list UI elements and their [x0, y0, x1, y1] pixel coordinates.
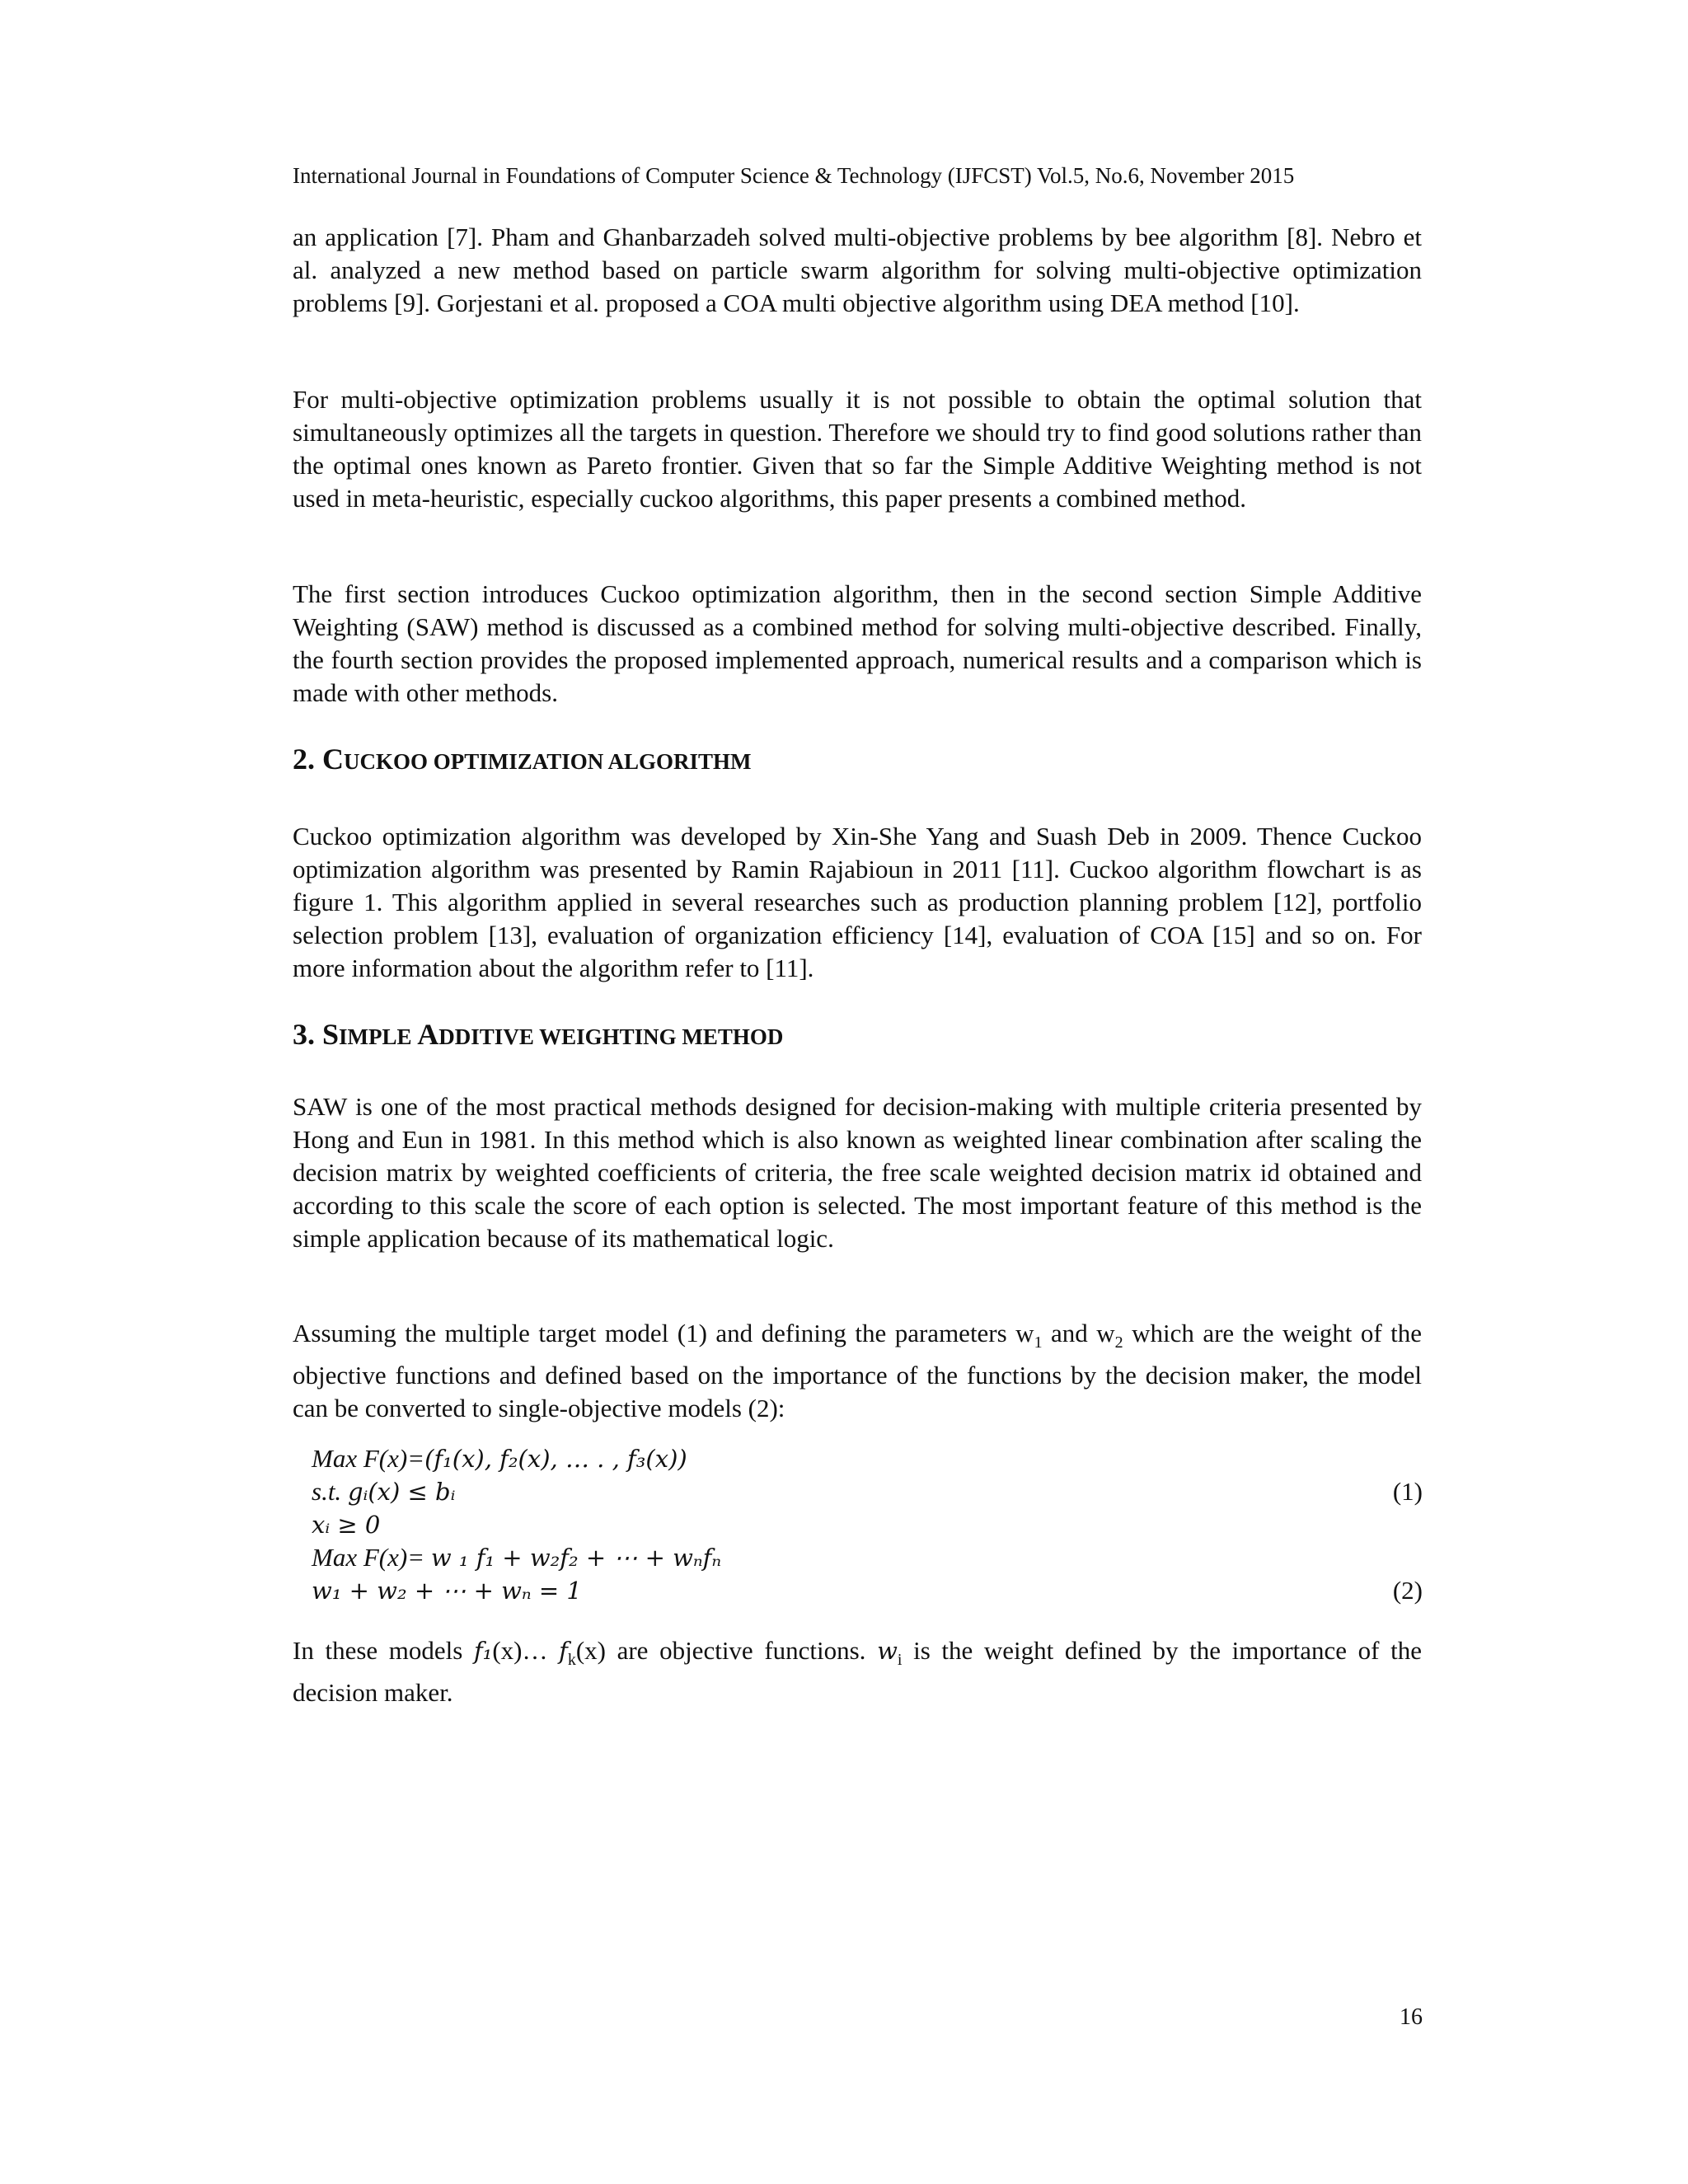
page-number: 16 [1400, 2004, 1423, 2030]
closing-fk: f [559, 1637, 568, 1665]
section-3-number: 3. [293, 1018, 315, 1051]
eq-line-1-label: Max F(x)= [312, 1444, 425, 1473]
paragraph-pareto: For multi-objective optimization problems usually it is not possible to obtain the optimal solution that simultaneously optimizes all the targets in question. Therefore we should try to find good solutions rather than the optimal ones known as Pareto frontier. Given that so far the Simple Additive Weighting method is not used in meta-heuristic, especially cuckoo algorithms, this paper presents a combined method. [293, 385, 1422, 513]
closing-wi: w [877, 1637, 898, 1665]
section-3-heading [293, 1017, 783, 1052]
eq-line-2-math: gᵢ(x) ≤ bᵢ [347, 1478, 456, 1506]
equation-line-2 [312, 1475, 1423, 1508]
equation-line-1 [312, 1442, 1423, 1475]
closing-fk-sub: k [567, 1651, 576, 1670]
section-3-title-initial-2: A [417, 1018, 439, 1051]
closing-text-4: is the weight defined by the importance of the decision maker. [293, 1636, 1422, 1708]
equation-line-4 [312, 1541, 1423, 1574]
closing-text-2: (x)… [492, 1636, 560, 1665]
section-2-heading [293, 742, 752, 776]
section-2-title-initial: C [322, 743, 344, 776]
equation-block [312, 1442, 1423, 1607]
eq-line-3-math: xᵢ ≥ 0 [312, 1511, 381, 1539]
assume-text-a: Assuming the multiple target model (1) and defining the parameters w [293, 1319, 1034, 1347]
assume-text-c: which are the weight of the objective functions and defined based on the importance of the functions by the decision maker, the model can be converted to single-objective models (2): [293, 1319, 1423, 1423]
paragraph-intro: an application [7]. Pham and Ghanbarzadeh solved multi-objective problems by bee algorithm [8]. Nebro et al. analyzed a new method based on particle swarm algorithm for solving multi-objective optimization problems [9]. Gorjestani et al. proposed a COA multi objective algorithm using DEA method [10]. [293, 223, 1422, 317]
paragraph-cuckoo: Cuckoo optimization algorithm was developed by Xin-She Yang and Suash Deb in 2009. Thence Cuckoo optimization algorithm was presented by Ramin Rajabioun in 2011 [11]. Cuckoo algorithm flowchart is as figure 1. This algorithm applied in several researches such as production planning problem [12], portfolio selection problem [13], evaluation of organization efficiency [14], evaluation of COA [15] and so on. For more information about the algorithm refer to [11]. [293, 822, 1422, 982]
eq-line-1-math: (f₁(x), f₂(x), … . , f₃(x)) [424, 1445, 687, 1473]
closing-text-3: (x) are objective functions. [575, 1636, 878, 1665]
eq-line-2-label: s.t. [312, 1477, 348, 1506]
eq-line-4-label: Max F(x)= [312, 1543, 431, 1572]
eq-line-4-math: w ₁ f₁ + w₂f₂ + ⋯ + wₙfₙ [430, 1544, 722, 1572]
equation-line-3 [312, 1508, 1423, 1541]
section-2-number: 2. [293, 743, 315, 776]
assume-sub-1: 1 [1034, 1333, 1043, 1352]
equation-number-1: (1) [1392, 1477, 1423, 1506]
equation-line-5 [312, 1574, 1423, 1607]
paragraph-sections: The first section introduces Cuckoo optimization algorithm, then in the second section Simple Additive Weighting (SAW) method is discussed as a combined method for solving multi-objective described. Finally, the fourth section provides the proposed implemented approach, numerical results and a comparison which is made with other methods. [293, 579, 1422, 707]
closing-wi-sub: i [897, 1651, 903, 1670]
paragraph-assuming [293, 1317, 1422, 1425]
assume-sub-2: 2 [1114, 1333, 1123, 1352]
paragraph-saw: SAW is one of the most practical methods designed for decision-making with multiple criteria presented by Hong and Eun in 1981. In this method which is also known as weighted linear combination after scaling the decision matrix by weighted coefficients of criteria, the free scale weighted decision matrix id obtained and according to this scale the score of each option is selected. The most important feature of this method is the simple application because of its mathematical logic. [293, 1092, 1422, 1253]
closing-f1: f₁ [473, 1637, 493, 1665]
section-3-title-initial-1: S [322, 1018, 340, 1051]
assume-text-b: and w [1042, 1319, 1115, 1347]
section-3-title-rest-1: IMPLE [339, 1024, 418, 1049]
section-3-title-rest-2: DDITIVE WEIGHTING METHOD [438, 1024, 784, 1049]
eq-line-5-math: w₁ + w₂ + ⋯ + wₙ = 1 [312, 1577, 582, 1605]
equation-number-2: (2) [1392, 1576, 1423, 1605]
closing-text-1: In these models [293, 1636, 474, 1665]
running-header: International Journal in Foundations of Computer Science & Technology (IJFCST) Vol.5, No.6, November 2015 [293, 163, 1295, 188]
section-2-title-rest: UCKOO OPTIMIZATION ALGORITHM [344, 749, 752, 774]
paragraph-closing [293, 1634, 1422, 1709]
